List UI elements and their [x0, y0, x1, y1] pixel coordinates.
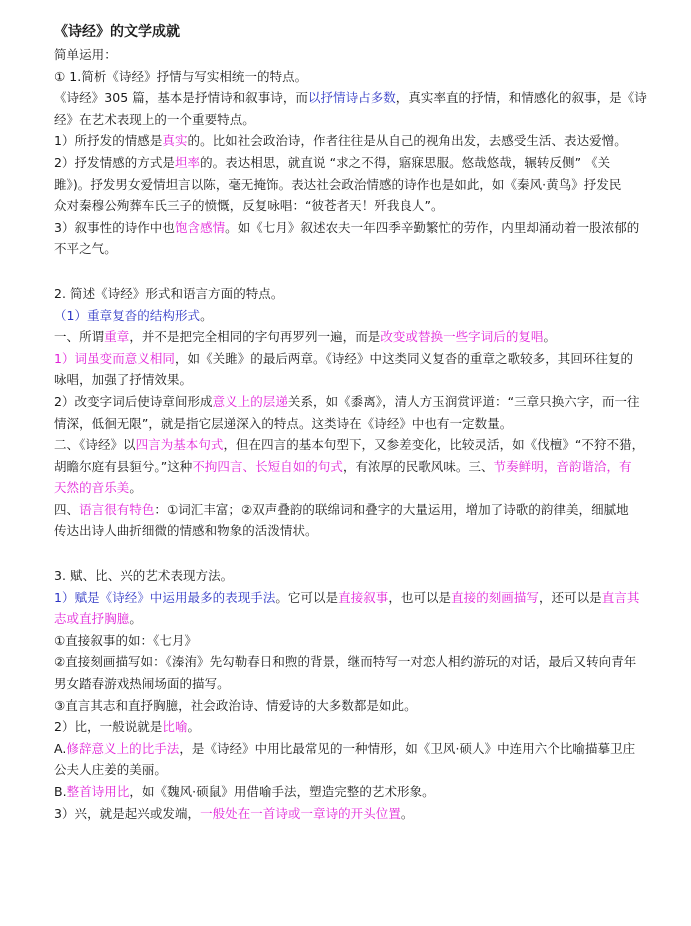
highlight-text: 比喻: [162, 719, 188, 735]
paragraph: 《诗经》305 篇，基本是抒情诗和叙事诗，而以抒情诗占多数，真实率直的抒情，和情感化的叙事，是《诗: [54, 90, 647, 106]
highlight-text: 直接的刻画描写: [451, 589, 539, 605]
paragraph: 志或直抒胸臆。: [54, 611, 142, 627]
paragraph: 四、语言很有特色：①词汇丰富；②双声叠韵的联绵词和叠字的大量运用，增加了诗歌的韵律美，细腻地: [54, 501, 629, 517]
paragraph: 二、《诗经》以四言为基本句式，但在四言的基本句型下，又参差变化，比较灵活，如《伐檀》“不狩不猎，: [54, 437, 645, 453]
paragraph: 咏唱，加强了抒情效果。: [54, 372, 193, 388]
paragraph: 传达出诗人曲折细微的情感和物象的活泼情状。: [54, 523, 318, 539]
highlight-text: 一般处在一首诗或一章诗的开头位置: [200, 805, 401, 821]
highlight-text: 天然的音乐美: [54, 480, 130, 496]
paragraph: 男女踏春游戏热闹场面的描写。: [54, 676, 230, 692]
section1-intro: 简单运用：: [54, 47, 117, 62]
page-title: 《诗经》的文学成就: [54, 24, 180, 40]
highlight-text: 志或直抒胸臆: [54, 611, 130, 627]
paragraph: 1）赋是《诗经》中运用最多的表现手法。它可以是直接叙事，也可以是直接的刻画描写，还可以是直言其: [54, 589, 640, 605]
paragraph: 一、所谓重章，并不是把完全相同的字句再罗列一遍，而是改变或替换一些字词后的复唱。: [54, 329, 557, 345]
highlight-text: 重章: [104, 329, 130, 345]
paragraph: ③直言其志和直抒胸臆，社会政治诗、情爱诗的大多数都是如此。: [54, 697, 417, 713]
highlight-text: 语言很有特色: [79, 501, 155, 517]
spacer: [54, 260, 671, 283]
highlight-text: 词虽变而意义相同: [74, 350, 175, 366]
paragraph: 不平之气。: [54, 241, 117, 257]
highlight-text: 重章复沓的结构形式: [87, 307, 201, 323]
highlight-text: 改变或替换一些字词后的复唱: [380, 329, 544, 345]
highlight-text: 真实: [162, 133, 188, 149]
paragraph: 雎》)。抒发男女爱情坦言以陈，毫无掩饰。表达社会政治情感的诗作也是如此，如《秦风·黄鸟》抒发民: [54, 176, 622, 192]
highlight-text: 意义上的层递: [212, 393, 288, 409]
paragraph: 2）改变字词后使诗章间形成意义上的层递关系，如《黍离》，清人方玉润赏评道：“三章只换六字，而一往: [54, 393, 640, 409]
paragraph: 经》在艺术表现上的一个重要特点。: [54, 111, 255, 127]
paragraph: 胡瞻尔庭有县貆兮。”这种不拘四言、长短自如的句式，有浓厚的民歌风味。三、节奏鲜明，音韵谐洽，有: [54, 458, 632, 474]
highlight-text: 赋是《诗经》中运用最多的表现手法: [74, 589, 276, 605]
paragraph: ②直接刻画描写如：《溱洧》先勾勒春日和煦的背景，继而特写一对恋人相约游玩的对话，最后又转向青年: [54, 654, 637, 670]
paragraph: 3）叙事性的诗作中也饱含感情。如《七月》叙述农夫一年四季辛勤繁忙的劳作，内里却涌动着一股浓郁的: [54, 219, 640, 235]
paragraph: 2）比，一般说就是比喻。: [54, 719, 201, 735]
highlight-text: 直接叙事: [338, 589, 389, 605]
paragraph: ①直接叙事的如：《七月》: [54, 632, 198, 648]
paragraph: 众对秦穆公殉葬车氏三子的愤慨，反复咏唱：“彼苍者天！歼我良人”。: [54, 198, 444, 214]
highlight-text: 整首诗用比: [66, 784, 130, 799]
paragraph: 公夫人庄姜的美丽。: [54, 762, 167, 778]
section3-question: 3. 赋、比、兴的艺术表现方法。: [54, 568, 234, 584]
highlight-text: 修辞意义上的比手法: [66, 740, 180, 756]
spacer: [54, 542, 671, 565]
paragraph: 天然的音乐美。: [54, 480, 142, 496]
paragraph: 1）所抒发的情感是真实的。比如社会政治诗，作者往往是从自己的视角出发，去感受生活、表达爱憎。: [54, 133, 627, 149]
highlight-text: 直言其: [601, 589, 640, 605]
highlight-text: 饱含感情: [174, 219, 226, 235]
paragraph: 3）兴，就是起兴或发端，一般处在一首诗或一章诗的开头位置。: [54, 805, 414, 821]
paragraph: 情深，低徊无限”，就是指它层递深入的特点。这类诗在《诗经》中也有一定数量。: [54, 415, 513, 431]
highlight-text: 节奏鲜明，音韵谐洽，有: [493, 458, 632, 474]
highlight-text: 以抒情诗占多数: [307, 90, 396, 106]
highlight-text: 四言为基本句式: [135, 437, 224, 453]
subheading: （1）重章复沓的结构形式。: [54, 307, 213, 323]
section2-question: 2. 简述《诗经》形式和语言方面的特点。: [54, 285, 284, 301]
paragraph: B.整首诗用比，如《魏风·硕鼠》用借喻手法，塑造完整的艺术形象。: [54, 784, 435, 799]
highlight-text: 坦率: [174, 154, 201, 170]
section1-question: ① 1.简析《诗经》抒情与写实相统一的特点。: [54, 68, 308, 84]
highlight-text: 不拘四言、长短自如的句式: [192, 458, 343, 474]
paragraph: A.修辞意义上的比手法，是《诗经》中用比最常见的一种情形，如《卫风·硕人》中连用六个比喻描摹卫庄: [54, 740, 636, 756]
paragraph: 1）词虽变而意义相同，如《关雎》的最后两章。《诗经》中这类同义复沓的重章之歌较多，其回环往复的: [54, 350, 634, 366]
paragraph: 2）抒发情感的方式是坦率的。表达相思，就直说 “求之不得，寤寐思服。悠哉悠哉，辗转反侧” 《关: [54, 154, 611, 170]
